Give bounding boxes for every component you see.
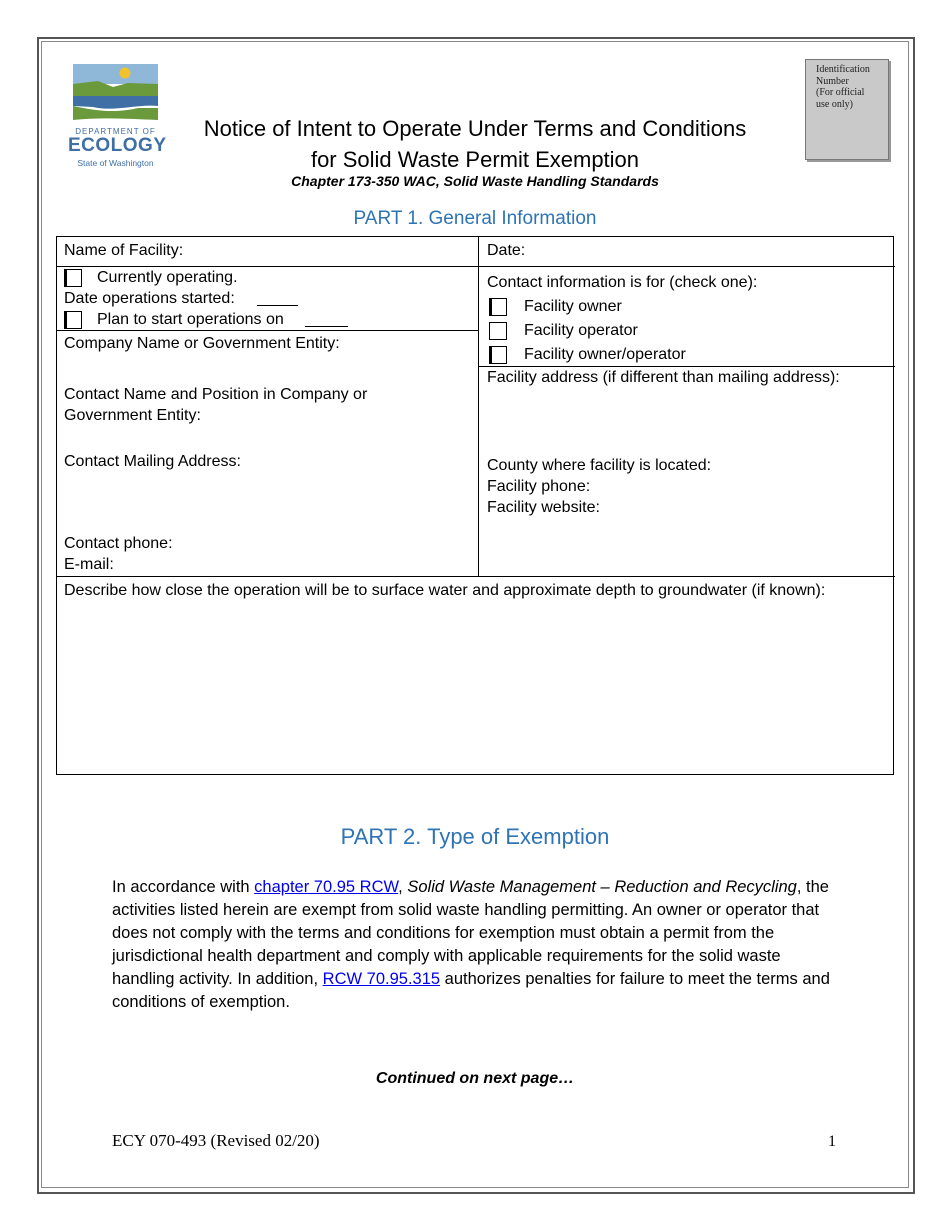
plan-to-start-date-field[interactable] [305,326,348,327]
email-label: E-mail: [64,556,114,573]
form-subtitle: Chapter 173-350 WAC, Solid Waste Handling Standards [291,173,659,189]
part2-heading: PART 2. Type of Exemption [340,824,610,849]
contact-info-for-label: Contact information is for (check one): [487,274,758,291]
currently-operating-label: Currently operating. [97,269,238,286]
facility-address-label: Facility address (if different than mailing address): [487,369,840,386]
identification-number-box[interactable] [805,59,889,160]
continued-notice: Continued on next page… [375,1070,575,1087]
rcw-70-95-315-link[interactable]: RCW 70.95.315 [322,970,441,988]
facility-operator-label: Facility operator [524,322,638,339]
para-text: authorizes penalties for failure to meet the terms and conditions of exemption. [112,970,830,1011]
name-of-facility-label: Name of Facility: [64,242,184,259]
id-box-line [806,60,888,110]
describe-water-label: Describe how close the operation will be to surface water and approximate depth to groundwater (if known): [64,582,826,599]
para-text: , [398,878,408,896]
plan-to-start-label: Plan to start operations on [97,311,284,328]
contact-name-label-line1: Contact Name and Position in Company or [64,386,368,403]
facility-phone-label: Facility phone: [487,478,591,495]
form-row-divider [56,576,895,577]
form-number: ECY 070-493 (Revised 02/20) [112,1131,320,1150]
logo-ecology-text: ECOLOGY [68,135,167,156]
name-of-facility-field[interactable] [230,238,470,264]
form-title [170,113,780,175]
facility-owner-operator-label: Facility owner/operator [524,346,686,363]
facility-owner-label: Facility owner [524,298,622,315]
facility-website-label: Facility website: [487,499,600,516]
para-text: In accordance with [112,878,255,896]
form-row-divider [56,266,895,267]
plan-to-start-checkbox[interactable] [64,311,82,329]
logo-department-text: DEPARTMENT OF [75,127,156,136]
chapter-70-95-rcw-link[interactable]: chapter 70.95 RCW [254,878,399,896]
contact-mailing-address-label: Contact Mailing Address: [64,453,241,470]
contact-name-label-line2: Government Entity: [64,407,201,424]
part1-heading: PART 1. General Information [353,208,597,229]
currently-operating-checkbox[interactable] [64,269,82,287]
id-box-line1: Identification [816,64,870,75]
page-number: 1 [828,1133,836,1150]
form-column-divider [478,236,479,576]
county-label: County where facility is located: [487,457,712,474]
company-name-label: Company Name or Government Entity: [64,335,340,352]
logo-state-text: State of Washington [77,158,154,168]
facility-operator-checkbox[interactable] [489,322,507,340]
contact-phone-label: Contact phone: [64,535,173,552]
para-italic-title: Solid Waste Management – Reduction and Recycling [407,878,797,896]
id-box-line3: (For official [816,87,865,98]
para-text: , the activities listed herein are exempt from solid waste handling permitting. An owner or operator that does not comply with the terms and conditions for exemption must obtain a permit from the jurisdictional health department and comply with applicable requirements for the solid waste handling activity. In addition, [112,878,829,988]
title-line1: Notice of Intent to Operate Under Terms and Conditions [203,116,747,141]
date-operations-started-field[interactable] [257,305,298,306]
id-box-line4: use only) [816,98,853,110]
facility-owner-checkbox[interactable] [489,298,507,316]
describe-water-field[interactable] [60,605,890,770]
date-label: Date: [487,242,526,259]
facility-owner-operator-checkbox[interactable] [489,346,507,364]
id-box-line2: Number [816,75,849,87]
form-row-divider [478,366,895,367]
title-line2: for Solid Waste Permit Exemption [310,147,640,172]
date-field[interactable] [535,238,885,264]
date-operations-started-label: Date operations started: [64,290,235,307]
exemption-paragraph [112,876,837,1014]
form-row-divider [56,330,478,331]
